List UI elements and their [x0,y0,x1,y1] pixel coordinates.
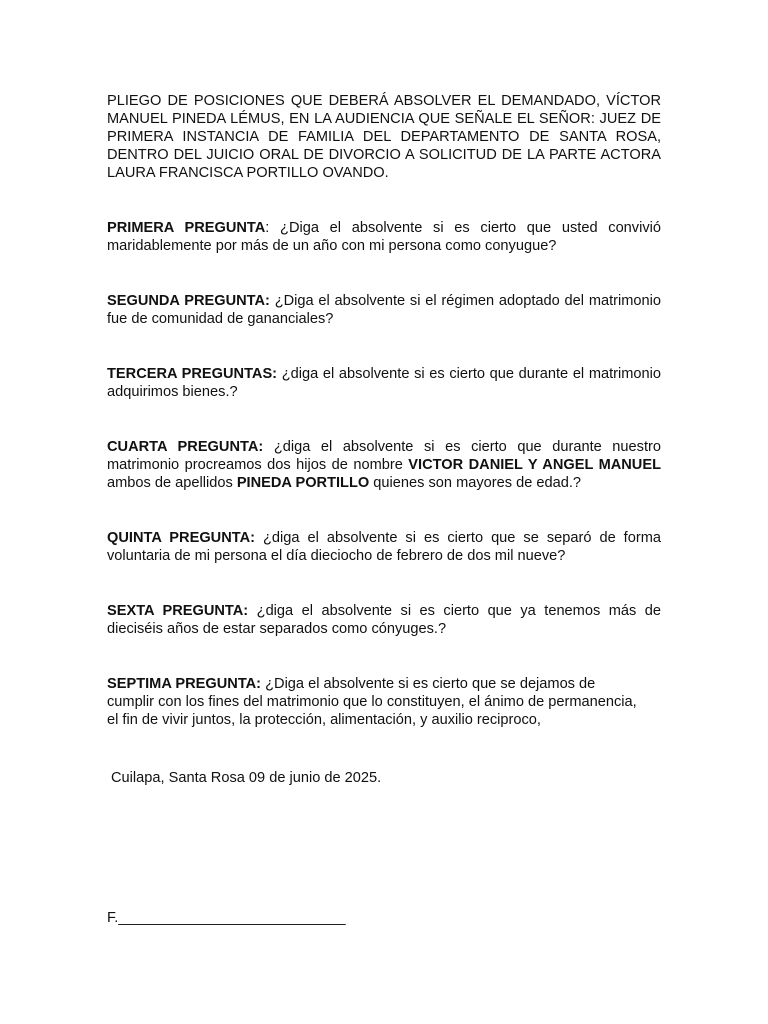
question-5-label: QUINTA PREGUNTA: [107,530,255,546]
question-7 [107,675,661,729]
question-4-label: CUARTA PREGUNTA: [107,439,264,455]
question-6 [107,602,661,638]
question-1-text: ¿Diga el absolvente si es cierto que usted convivió maridablemente por más de un año con mi persona como conyugue? [107,220,661,254]
question-2-label: SEGUNDA PREGUNTA: [107,293,270,309]
question-1-separator: : [265,220,281,236]
question-5-text: ¿diga el absolvente si es cierto que se separó de forma voluntaria de mi persona el día dieciocho de febrero de dos mil nueve? [107,530,661,564]
question-7-line-2: cumplir con los fines del matrimonio que lo constituyen, el ánimo de permanencia, [107,694,637,710]
question-4-text-c: quienes son mayores de edad.? [369,475,582,491]
question-3-text: ¿diga el absolvente si es cierto que durante el matrimonio adquirimos bienes.? [107,366,661,400]
question-4-surnames: PINEDA PORTILLO [236,475,370,491]
signature-line: F.____________________________ [107,910,346,926]
question-4-text-a: ¿diga el absolvente si es cierto que durante nuestro matrimonio procreamos dos hijos de nombre [107,439,661,473]
place-and-date: Cuilapa, Santa Rosa 09 de junio de 2025. [111,770,382,786]
question-3-label: TERCERA PREGUNTAS: [107,366,278,382]
document-heading: PLIEGO DE POSICIONES QUE DEBERÁ ABSOLVER EL DEMANDADO, VÍCTOR MANUEL PINEDA LÉMUS, EN LA AUDIENCIA QUE SEÑALE EL SEÑOR: JUEZ DE PRIMERA INSTANCIA DE FAMILIA DEL DEPARTAMENTO DE SANTA ROSA, DENTRO DEL JUICIO ORAL DE DIVORCIO A SOLICITUD DE LA PARTE ACTORA LAURA FRANCISCA PORTILLO OVANDO. [107,93,661,181]
question-2 [107,292,661,328]
question-6-separator [248,603,256,619]
question-4 [107,438,661,492]
question-5-separator [255,530,263,546]
question-4-text-b: ambos de apellidos [107,475,237,491]
document-body [107,92,661,787]
question-6-text: ¿diga el absolvente si es cierto que ya tenemos más de dieciséis años de estar separados como cónyuges.? [107,603,661,637]
question-4-separator [263,439,274,455]
question-7-label: SEPTIMA PREGUNTA: [107,676,262,692]
question-7-line-3: el fin de vivir juntos, la protección, alimentación, y auxilio reciproco, [107,712,541,728]
question-7-line-1: ¿Diga el absolvente si es cierto que se dejamos de [265,676,596,692]
question-3 [107,365,661,401]
question-1-label: PRIMERA PREGUNTA [107,220,266,236]
question-5 [107,529,661,565]
question-1 [107,219,661,255]
question-4-children-names: VICTOR DANIEL Y ANGEL MANUEL [408,457,661,473]
question-6-label: SEXTA PREGUNTA: [107,603,249,619]
question-2-text: ¿Diga el absolvente si el régimen adoptado del matrimonio fue de comunidad de gananciales? [107,293,661,327]
